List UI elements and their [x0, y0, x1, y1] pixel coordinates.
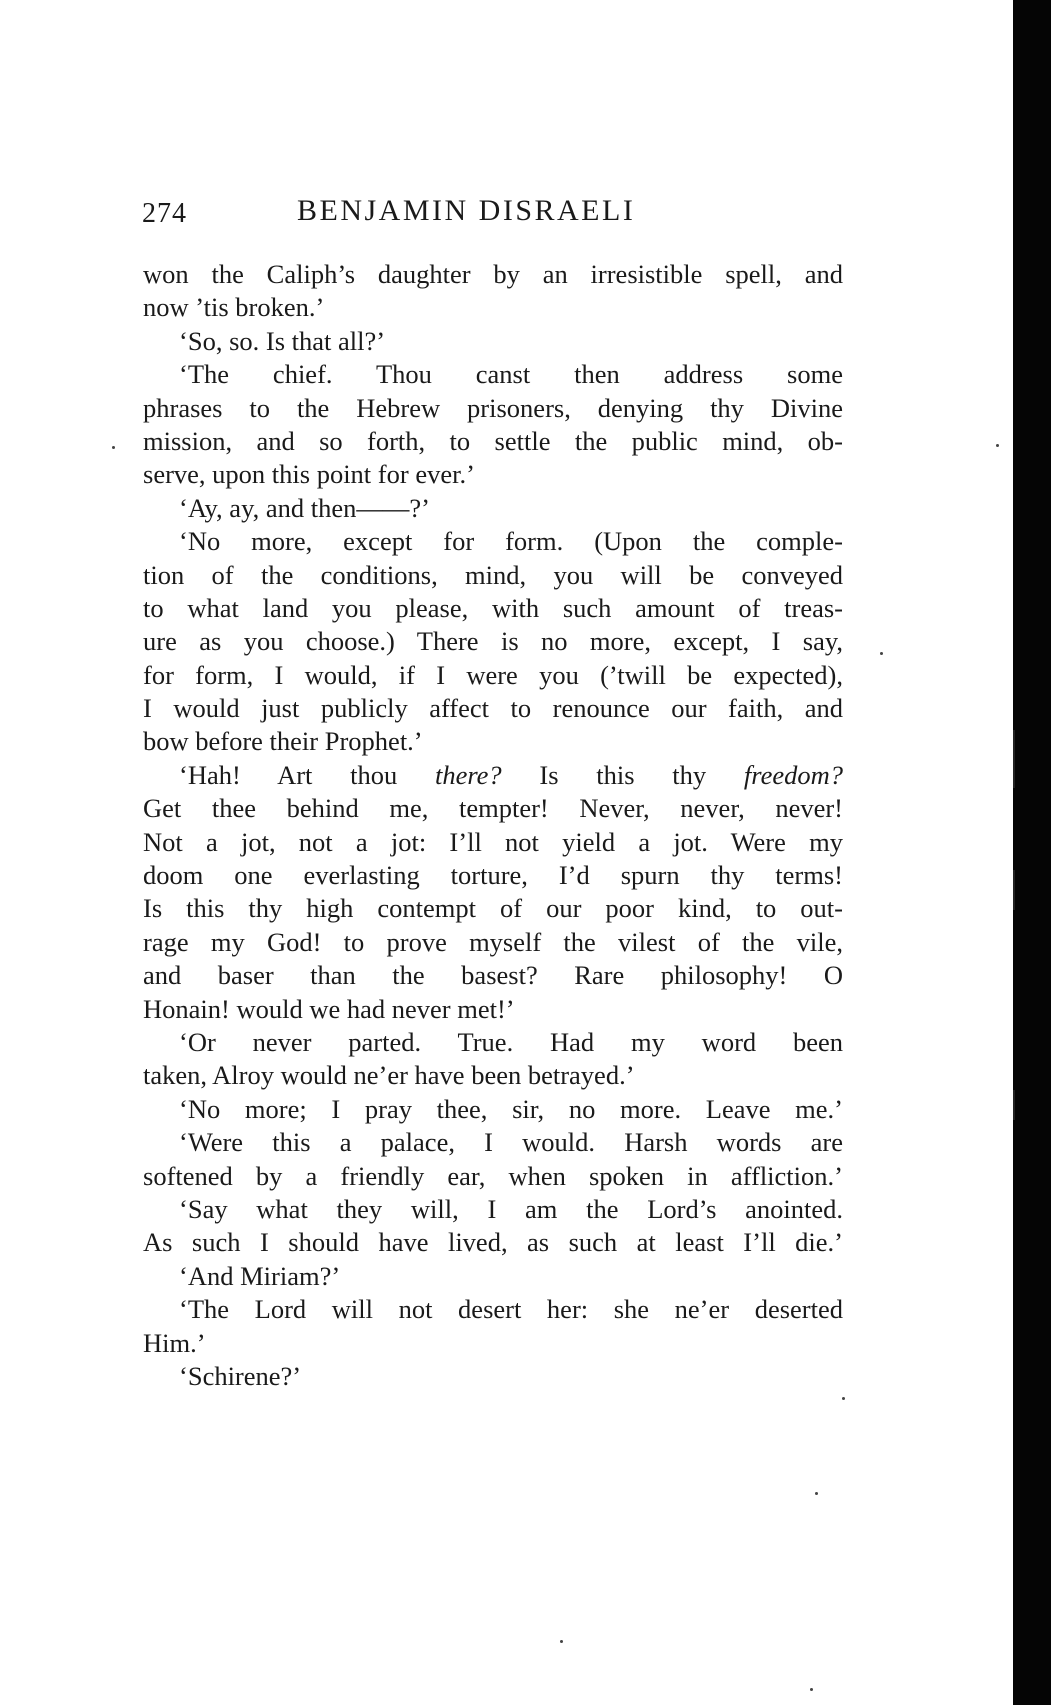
text-line: rage my God! to prove myself the vilest of the vile, [143, 926, 843, 957]
text-line: Not a jot, not a jot: I’ll not yield a jot. Were my [143, 826, 843, 857]
text-line: ‘Hah! Art thou there? Is this thy freedom? [179, 759, 843, 790]
text-line: for form, I would, if I were you (’twill be expected), [143, 659, 843, 690]
text-line: softened by a friendly ear, when spoken in affliction.’ [143, 1160, 843, 1191]
text-line: ‘No more; I pray thee, sir, no more. Leave me.’ [179, 1093, 843, 1124]
margin-mark [1013, 730, 1015, 788]
text-line: mission, and so forth, to settle the public mind, ob- [143, 425, 843, 456]
running-head: BENJAMIN DISRAELI [297, 194, 636, 227]
text-line: doom one everlasting torture, I’d spurn thy terms! [143, 860, 843, 891]
text-line: serve, upon this point for ever.’ [143, 459, 475, 490]
margin-mark [1013, 1090, 1015, 1120]
paper-speck [560, 1640, 563, 1643]
page-number: 274 [142, 198, 187, 229]
paper-speck [842, 1397, 845, 1400]
text-line: to what land you please, with such amount of treas- [143, 592, 843, 623]
paper-speck [996, 444, 999, 447]
text-line: Is this thy high contempt of our poor kind, to out- [143, 893, 843, 924]
text-line: ‘Or never parted. True. Had my word been [179, 1026, 843, 1057]
text-line: As such I should have lived, as such at least I’ll die.’ [143, 1227, 843, 1258]
text-line: Get thee behind me, tempter! Never, never, never! [143, 793, 843, 824]
text-line: ‘Ay, ay, and then——?’ [179, 492, 430, 523]
scan-dark-edge [1013, 0, 1051, 1705]
text-line: now ’tis broken.’ [143, 292, 325, 323]
text-line: and baser than the basest? Rare philosophy! O [143, 960, 843, 991]
paper-speck [112, 446, 115, 449]
text-line: ‘Say what they will, I am the Lord’s anointed. [179, 1193, 843, 1224]
text-line: won the Caliph’s daughter by an irresistible spell, and [143, 259, 843, 289]
paper-speck [880, 652, 883, 655]
paper-speck [810, 1688, 813, 1691]
text-line: taken, Alroy would ne’er have been betrayed.’ [143, 1060, 635, 1091]
text-line: I would just publicly affect to renounce our faith, and [143, 693, 843, 724]
text-line: ‘And Miriam?’ [179, 1260, 341, 1291]
text-line: ‘Were this a palace, I would. Harsh words are [179, 1127, 843, 1158]
text-line: ‘So, so. Is that all?’ [179, 325, 386, 356]
text-line: phrases to the Hebrew prisoners, denying thy Divine [143, 392, 843, 423]
paper-speck [815, 1492, 818, 1495]
margin-mark [1013, 870, 1015, 910]
page-header [142, 194, 842, 234]
body-text [143, 258, 843, 1393]
text-line: ure as you choose.) There is no more, except, I say, [143, 626, 843, 657]
text-line: Honain! would we had never met!’ [143, 993, 515, 1024]
text-line: Him.’ [143, 1327, 206, 1358]
text-line: ‘The Lord will not desert her: she ne’er deserted [179, 1294, 843, 1325]
text-line: ‘The chief. Thou canst then address some [179, 359, 843, 390]
text-line: ‘Schirene?’ [179, 1360, 302, 1391]
text-line: bow before their Prophet.’ [143, 726, 423, 757]
text-line: tion of the conditions, mind, you will be conveyed [143, 559, 843, 590]
text-line: ‘No more, except for form. (Upon the comple- [179, 526, 843, 557]
